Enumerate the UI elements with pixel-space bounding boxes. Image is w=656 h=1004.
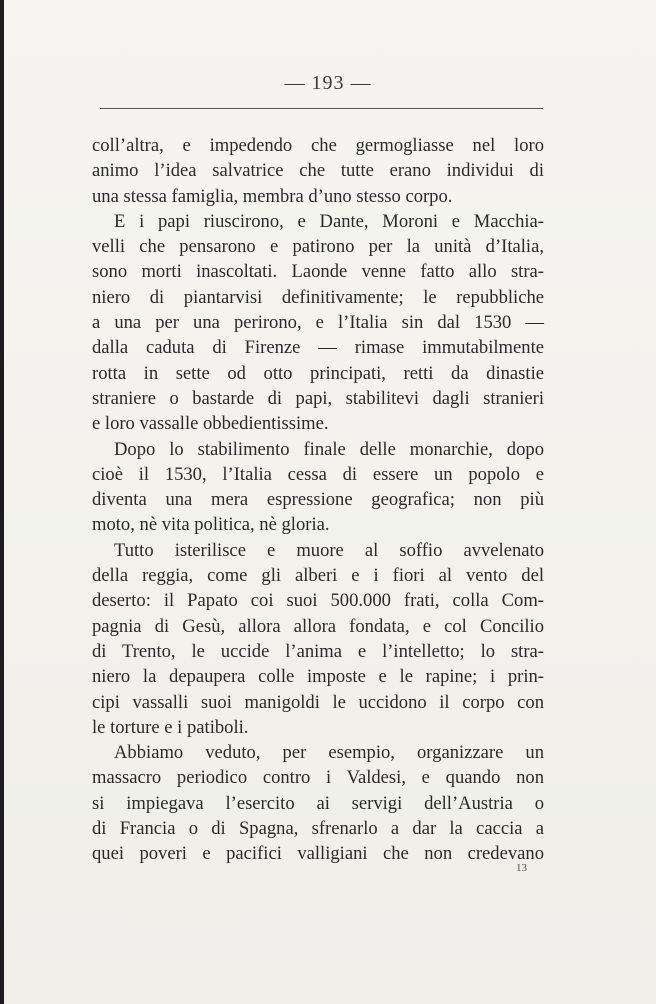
text-line: e loro vassalle obbedientissime.	[92, 413, 329, 435]
text-line: si impiegava l’esercito ai servigi dell’Austria o	[92, 792, 544, 814]
text-line: niero la depaupera colle imposte e le rapine; i prin-	[92, 666, 544, 688]
text-line: massacro periodico contro i Valdesi, e quando non	[92, 767, 544, 789]
text-line: cioè il 1530, l’Italia cessa di essere un popolo e	[92, 463, 544, 485]
text-line: sono morti inascoltati. Laonde venne fatto allo stra-	[92, 261, 544, 283]
text-line: cipi vassalli suoi manigoldi le uccidono il corpo con	[92, 691, 544, 713]
text-line: di Francia o di Spagna, sfrenarlo a dar la caccia a	[92, 818, 544, 840]
text-line: a una per una perirono, e l’Italia sin dal 1530 —	[92, 312, 544, 334]
text-line: coll’altra, e impedendo che germogliasse nel loro	[92, 135, 544, 156]
text-line: della reggia, come gli alberi e i fiori al vento del	[92, 565, 544, 587]
text-line: niero di piantarvisi definitivamente; le repubbliche	[92, 286, 544, 308]
text-line: deserto: il Papato coi suoi 500.000 frati, colla Com-	[92, 590, 544, 612]
text-line: rotta in sette od otto principati, retti da dinastie	[92, 362, 544, 384]
text-line: animo l’idea salvatrice che tutte erano individui di	[92, 160, 544, 182]
signature-mark: 13	[516, 862, 527, 874]
text-line: quei poveri e pacifici valligiani che non credevano	[92, 843, 544, 865]
text-line: pagnia di Gesù, allora allora fondata, e col Concilio	[92, 615, 544, 637]
text-line: moto, nè vita politica, nè gloria.	[92, 514, 330, 536]
text-line: le torture e i patiboli.	[92, 716, 249, 738]
body-text	[92, 133, 544, 867]
text-line: dalla caduta di Firenze — rimase immutabilmente	[92, 337, 544, 359]
text-line: velli che pensarono e patirono per la unità d’Italia,	[92, 236, 544, 258]
text-line: una stessa famiglia, membra d’uno stesso corpo.	[92, 185, 453, 207]
page-binding-edge	[0, 0, 4, 1004]
text-line: E i papi riuscirono, e Dante, Moroni e Macchia-	[114, 210, 544, 232]
text-line: Abbiamo veduto, per esempio, organizzare un	[114, 742, 544, 764]
text-line: Tutto isterilisce e muore al soffio avvelenato	[114, 539, 544, 561]
text-line: straniere o bastarde di papi, stabilitevi dagli stranieri	[92, 387, 544, 409]
page-number: — 193 —	[284, 72, 372, 94]
text-line: di Trento, le uccide l’anima e l’intelletto; lo stra-	[92, 640, 544, 662]
text-line: Dopo lo stabilimento finale delle monarchie, dopo	[114, 438, 544, 460]
text-line: diventa una mera espressione geografica; non più	[92, 489, 544, 511]
header-rule	[100, 108, 543, 109]
